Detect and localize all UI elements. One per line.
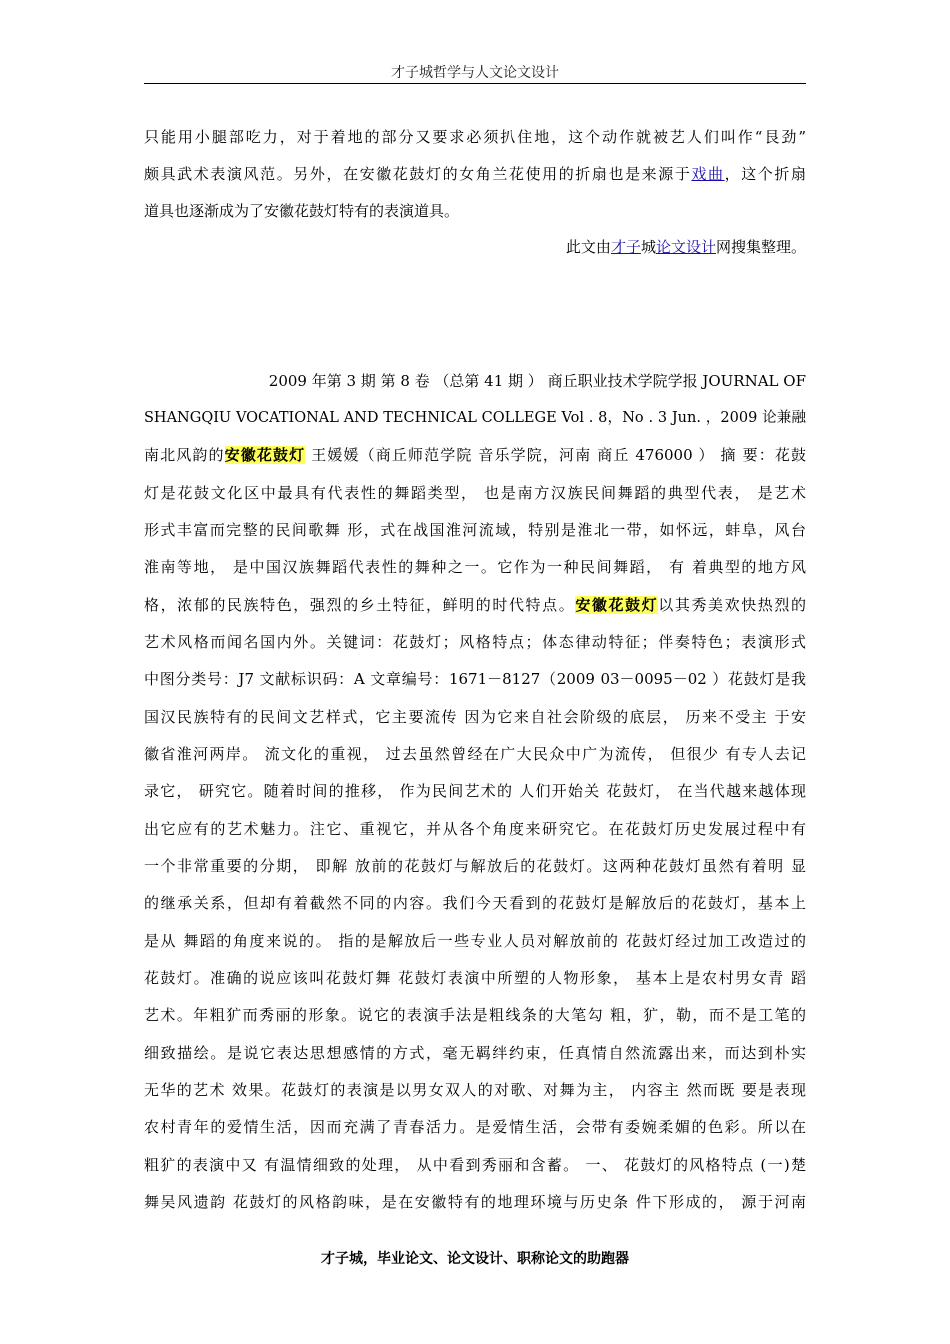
article-line-7 — [144, 595, 806, 615]
article-line-22: 粗犷的表演中又 有温情细致的处理， 从中看到秀丽和含蓄。 一、 花鼓灯的风格特点 (一)楚 — [144, 1156, 806, 1174]
article-line-20: 无华的艺术 效果。花鼓灯的表演是以男女双人的对歌、对舞为主， 内容主 然而既 要是表现 — [144, 1081, 806, 1099]
article-line-9: 中图分类号：J7 文献标识码：A 文章编号：1671－8127（2009 03－0095－02 ）花鼓灯是我 — [144, 670, 806, 688]
article-line-8: 艺术风格而闻名国内外。关键词：花鼓灯；风格特点；体态律动特征；伴奏特色；表演形式 — [144, 633, 806, 651]
article-line-2: SHANGQIU VOCATIONAL AND TECHNICAL COLLEGE Vol . 8，No . 3 Jun. ，2009 论兼融 — [144, 410, 806, 426]
intro-line-2-text: 颇具武术表演风范。另外，在安徽花鼓灯的女角兰花使用的折扇也是来源于 — [144, 165, 692, 183]
opera-link[interactable]: 戏曲 — [691, 165, 725, 183]
article-line-14: 一个非常重要的分期， 即解 放前的花鼓灯与解放后的花鼓灯。这两种花鼓灯虽然有着明 显 — [144, 857, 806, 875]
article-line-7-text: 格，浓郁的民族特色，强烈的乡土特征，鲜明的时代特点。 — [144, 596, 576, 614]
article-line-13: 出它应有的艺术魅力。注它、重视它，并从各个角度来研究它。在花鼓灯历史发展过程中有 — [144, 820, 806, 838]
article-line-3 — [144, 445, 806, 465]
article-line-21: 农村青年的爱情生活，因而充满了青春活力。是爱情生活，会带有委婉柔媚的色彩。所以在 — [144, 1118, 806, 1136]
article-line-11: 徽省淮河两岸。 流文化的重视， 过去虽然曾经在广大民众中广为流传， 但很少 有专人去记 — [144, 745, 806, 763]
credit-middle: 城 — [640, 238, 656, 256]
article-line-10: 国汉民族特有的民间文艺样式，它主要流传 因为它来自社会阶级的底层， 历来不受主 于安 — [144, 708, 806, 726]
article-line-18: 艺术。年粗犷而秀丽的形象。说它的表演手法是粗线条的大笔勾 粗，犷，勒，而不是工笔的 — [144, 1006, 806, 1024]
credit-suffix: 网搜集整理。 — [715, 238, 806, 256]
article-line-1: 2009 年第 3 期 第 8 卷 （总第 41 期 ） 商丘职业技术学院学报 JOURNAL OF — [268, 372, 806, 390]
header-divider — [144, 83, 806, 84]
page-header: 才子城哲学与人文论文设计 — [391, 65, 559, 81]
thesis-design-link[interactable]: 论文设计 — [655, 238, 716, 256]
article-line-6: 淮南等地， 是中国汉族舞蹈代表性的舞种之一。它作为一种民间舞蹈， 有 着典型的地方风 — [144, 558, 806, 576]
source-credit — [144, 237, 806, 257]
intro-line-1: 只能用小腿部吃力，对于着地的部分又要求必须扒住地，这个动作就被艺人们叫作“艮劲” — [144, 128, 806, 146]
credit-prefix: 此文由 — [565, 238, 611, 256]
intro-line-2 — [144, 164, 806, 184]
article-line-5: 形式丰富而完整的民间歌舞 形，式在战国淮河流域，特别是淮北一带，如怀远，蚌阜，风台 — [144, 521, 806, 539]
article-line-3-tail: 王媛媛（商丘师范学院 音乐学院，河南 商丘 476000 ） 摘 要：花鼓 — [305, 446, 806, 464]
article-line-15: 的继承关系，但却有着截然不同的内容。我们今天看到的花鼓灯是解放后的花鼓灯，基本上 — [144, 894, 806, 912]
article-line-19: 细致描绘。是说它表达思想感情的方式，毫无羁绊约束，任真情自然流露出来，而达到朴实 — [144, 1044, 806, 1062]
page-footer: 才子城，毕业论文、论文设计、职称论文的助跑器 — [321, 1251, 629, 1267]
article-line-3-text: 南北风韵的 — [144, 446, 225, 464]
highlighted-term: 安徽花鼓灯 — [224, 446, 306, 464]
highlighted-term: 安徽花鼓灯 — [575, 596, 659, 614]
intro-line-2-tail: ，这个折扇 — [724, 165, 806, 183]
article-line-16: 是从 舞蹈的角度来说的。 指的是解放后一些专业人员对解放前的 花鼓灯经过加工改造过的 — [144, 932, 806, 950]
article-line-7-tail: 以其秀美欢快热烈的 — [658, 596, 806, 614]
caizi-link[interactable]: 才子 — [610, 238, 641, 256]
article-line-12: 录它， 研究它。随着时间的推移， 作为民间艺术的 人们开始关 花鼓灯， 在当代越来越体现 — [144, 782, 806, 800]
intro-line-3: 道具也逐渐成为了安徽花鼓灯特有的表演道具。 — [144, 202, 460, 220]
article-line-17: 花鼓灯。准确的说应该叫花鼓灯舞 花鼓灯表演中所塑的人物形象， 基本上是农村男女青 蹈 — [144, 969, 806, 987]
article-line-23: 舞吴风遗韵 花鼓灯的风格韵味，是在安徽特有的地理环境与历史条 件下形成的， 源于河南 — [144, 1193, 806, 1211]
article-line-4: 灯是花鼓文化区中最具有代表性的舞蹈类型， 也是南方汉族民间舞蹈的典型代表， 是艺术 — [144, 484, 806, 502]
